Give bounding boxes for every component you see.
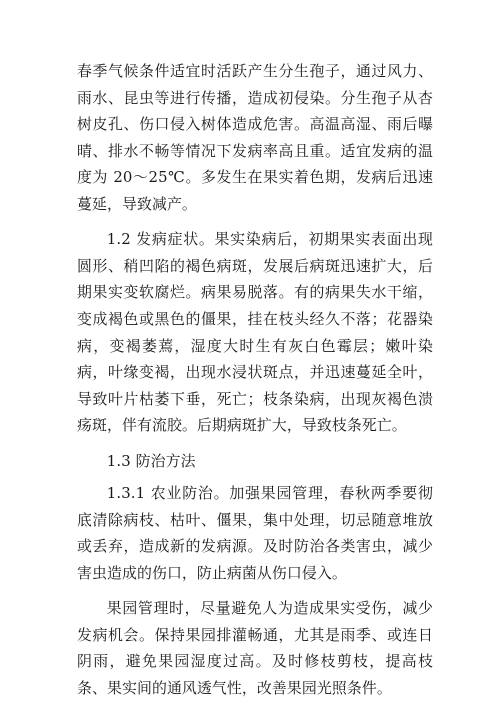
paragraph-agricultural-control: 1.3.1 农业防治。加强果园管理，春秋两季要彻底清除病枝、枯叶、僵果，集中处理，切忌随意堆放或丢弃，造成新的发病源。及时防治各类害虫，减少害虫造成的伤口，防止病菌从伤口侵入。 <box>77 484 433 582</box>
paragraph-spread-conditions: 春季气候条件适宜时活跃产生分生孢子，通过风力、雨水、昆虫等进行传播，造成初侵染。分生孢子从杏树皮孔、伤口侵入树体造成危害。高温高湿、雨后曝晴、排水不畅等情况下发病率高且重。适宜发病的温度为 20～25℃。多发生在果实着色期，发病后迅速蔓延，导致减产。 <box>77 62 433 213</box>
paragraph-orchard-management: 果园管理时，尽量避免人为造成果实受伤，减少发病机会。保持果园排灌畅通，尤其是雨季、或连日阴雨，避免果园湿度过高。及时修枝剪枝，提高枝条、果实间的通风透气性，改善果园光照条件。 <box>77 599 433 697</box>
document-body <box>77 58 433 710</box>
section-heading-control-methods: 1.3 防治方法 <box>106 451 196 470</box>
paragraph-symptoms: 1.2 发病症状。果实染病后，初期果实表面出现圆形、稍凹陷的褐色病斑，发展后病斑迅速扩大，后期果实变软腐烂。病果易脱落。有的病果失水干缩，变成褐色或黑色的僵果，挂在枝头经久不落；花器染病，变褐萎蔫，湿度大时生有灰白色霉层；嫩叶染病，叶缘变褐，出现水浸状斑点，并迅速蔓延全叶，导致叶片枯萎下垂，死亡；枝条染病，出现灰褐色溃疡斑，伴有流胶。后期病斑扩大，导致枝条死亡。 <box>77 230 433 435</box>
